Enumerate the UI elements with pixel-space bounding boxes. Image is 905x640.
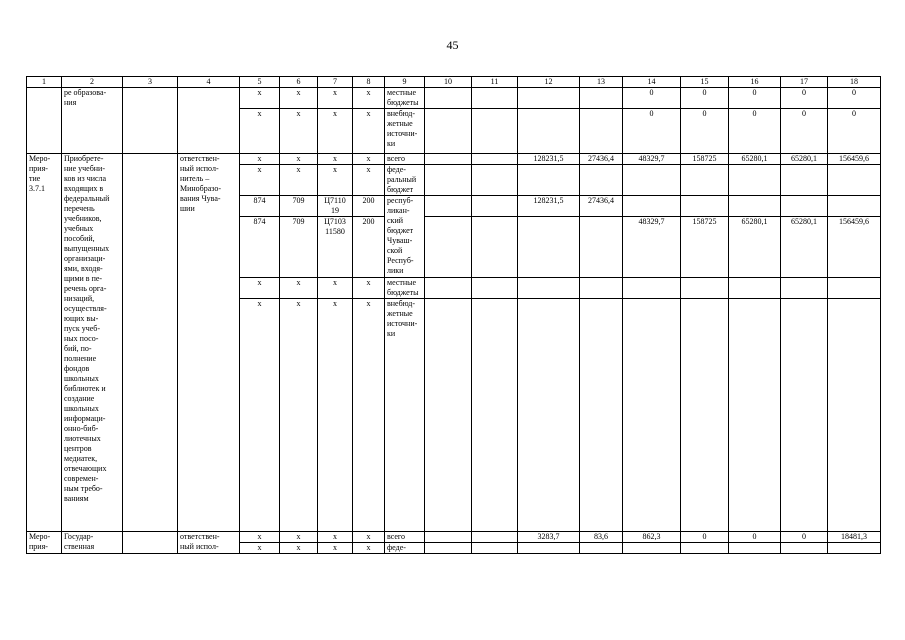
- value-cell: [828, 196, 881, 217]
- empty-cell: [472, 532, 518, 543]
- value-cell: 158725: [681, 217, 729, 278]
- code-cell: x: [240, 165, 280, 196]
- code-cell: 874: [240, 196, 280, 217]
- empty-cell: [472, 543, 518, 554]
- code-cell: x: [240, 543, 280, 554]
- value-cell: 27436,4: [580, 196, 623, 217]
- value-cell: 18481,3: [828, 532, 881, 543]
- code-cell: x: [280, 154, 318, 165]
- empty-cell: [472, 165, 518, 196]
- value-cell: [623, 299, 681, 532]
- column-number-header: 6: [280, 77, 318, 88]
- value-cell: [781, 299, 828, 532]
- event-description-cell: Приобрете- ние учебни- ков из числа входящих в федеральный перечень учебников, учебных пособий, выпущенных организаци- ями, входя- щими в пе- речень орга- низаций, осуществля- ющих вы- пуск учеб- ных посо- бий, по- полнение фондов школьных библиотек и создание школьных информаци- онно-биб- лиотечных центров медиатек, отвечающих современ- ным требо- ваниям: [62, 154, 123, 532]
- value-cell: [828, 278, 881, 299]
- code-cell: x: [240, 154, 280, 165]
- value-cell: 0: [781, 109, 828, 154]
- column-number-header: 3: [123, 77, 178, 88]
- funding-source-cell: местные бюджеты: [385, 88, 425, 109]
- code-cell: x: [353, 165, 385, 196]
- code-cell: x: [280, 88, 318, 109]
- code-cell: x: [353, 109, 385, 154]
- code-cell: x: [280, 299, 318, 532]
- column-number-header: 13: [580, 77, 623, 88]
- value-cell: 0: [828, 109, 881, 154]
- empty-cell: [27, 88, 62, 154]
- value-cell: 0: [623, 109, 681, 154]
- header-row: [27, 77, 881, 88]
- empty-cell: [123, 532, 178, 554]
- column-number-header: 8: [353, 77, 385, 88]
- value-cell: [623, 543, 681, 554]
- value-cell: [729, 299, 781, 532]
- empty-cell: [472, 278, 518, 299]
- value-cell: 0: [681, 88, 729, 109]
- code-cell: 874: [240, 217, 280, 278]
- empty-cell: [425, 196, 472, 217]
- empty-cell: [425, 278, 472, 299]
- code-cell: x: [240, 88, 280, 109]
- value-cell: [623, 165, 681, 196]
- budget-table: [26, 76, 881, 554]
- funding-source-cell: феде-: [385, 543, 425, 554]
- page-number: 45: [446, 38, 459, 52]
- code-cell: x: [353, 299, 385, 532]
- column-number-header: 16: [729, 77, 781, 88]
- empty-cell: [472, 88, 518, 109]
- column-number-header: 9: [385, 77, 425, 88]
- code-cell: x: [240, 299, 280, 532]
- code-cell: x: [280, 278, 318, 299]
- value-cell: [681, 196, 729, 217]
- value-cell: 65280,1: [729, 154, 781, 165]
- value-cell: [781, 165, 828, 196]
- value-cell: [781, 196, 828, 217]
- value-cell: 48329,7: [623, 217, 681, 278]
- empty-cell: [425, 109, 472, 154]
- value-cell: 862,3: [623, 532, 681, 543]
- value-cell: [580, 543, 623, 554]
- value-cell: 0: [781, 532, 828, 543]
- value-cell: [729, 165, 781, 196]
- value-cell: 27436,4: [580, 154, 623, 165]
- code-cell: x: [318, 109, 353, 154]
- value-cell: [580, 109, 623, 154]
- value-cell: [623, 278, 681, 299]
- value-cell: [518, 278, 580, 299]
- value-cell: [681, 543, 729, 554]
- code-cell: Ц7103 11580: [318, 217, 353, 278]
- funding-source-cell: внебюд- жетные источни- ки: [385, 299, 425, 532]
- code-cell: x: [318, 165, 353, 196]
- value-cell: [681, 165, 729, 196]
- value-cell: 0: [729, 532, 781, 543]
- value-cell: 0: [681, 532, 729, 543]
- value-cell: 156459,6: [828, 217, 881, 278]
- value-cell: 0: [681, 109, 729, 154]
- empty-cell: [472, 299, 518, 532]
- empty-cell: [425, 217, 472, 278]
- value-cell: [580, 299, 623, 532]
- empty-cell: [425, 532, 472, 543]
- column-number-header: 4: [178, 77, 240, 88]
- value-cell: 128231,5: [518, 196, 580, 217]
- funding-source-cell: местные бюджеты: [385, 278, 425, 299]
- value-cell: [518, 165, 580, 196]
- value-cell: 0: [828, 88, 881, 109]
- code-cell: 709: [280, 217, 318, 278]
- empty-cell: [425, 88, 472, 109]
- funding-source-cell: всего: [385, 154, 425, 165]
- value-cell: 158725: [681, 154, 729, 165]
- code-cell: x: [318, 278, 353, 299]
- event-number-cell: Меро- прия- тие 3.7.1: [27, 154, 62, 532]
- empty-cell: [472, 154, 518, 165]
- value-cell: [518, 299, 580, 532]
- empty-cell: [472, 109, 518, 154]
- value-cell: [729, 196, 781, 217]
- value-cell: 0: [623, 88, 681, 109]
- value-cell: [518, 88, 580, 109]
- code-cell: x: [280, 532, 318, 543]
- code-cell: x: [318, 532, 353, 543]
- table-row: [27, 532, 881, 543]
- value-cell: [623, 196, 681, 217]
- empty-cell: [472, 196, 518, 217]
- empty-cell: [425, 165, 472, 196]
- value-cell: [580, 217, 623, 278]
- code-cell: x: [353, 154, 385, 165]
- value-cell: 65280,1: [781, 217, 828, 278]
- empty-cell: [425, 154, 472, 165]
- value-cell: [518, 543, 580, 554]
- column-number-header: 7: [318, 77, 353, 88]
- table-row: [27, 154, 881, 165]
- value-cell: 48329,7: [623, 154, 681, 165]
- column-number-header: 17: [781, 77, 828, 88]
- funding-source-cell: всего: [385, 532, 425, 543]
- column-number-header: 15: [681, 77, 729, 88]
- column-number-header: 2: [62, 77, 123, 88]
- code-cell: 200: [353, 196, 385, 217]
- code-cell: x: [280, 165, 318, 196]
- column-number-header: 11: [472, 77, 518, 88]
- value-cell: 156459,6: [828, 154, 881, 165]
- code-cell: x: [318, 299, 353, 532]
- funding-source-cell: феде- ральный бюджет: [385, 165, 425, 196]
- value-cell: 3283,7: [518, 532, 580, 543]
- value-cell: 65280,1: [781, 154, 828, 165]
- empty-cell: [472, 217, 518, 278]
- value-cell: [681, 278, 729, 299]
- column-number-header: 1: [27, 77, 62, 88]
- value-cell: 128231,5: [518, 154, 580, 165]
- value-cell: [580, 165, 623, 196]
- empty-cell: [123, 154, 178, 532]
- code-cell: x: [353, 278, 385, 299]
- table-row: [27, 88, 881, 109]
- code-cell: x: [318, 543, 353, 554]
- value-cell: [518, 217, 580, 278]
- value-cell: [580, 278, 623, 299]
- column-number-header: 10: [425, 77, 472, 88]
- value-cell: [828, 543, 881, 554]
- funding-source-cell: внебюд- жетные источни- ки: [385, 109, 425, 154]
- responsible-executor-cell: ответствен- ный испол-: [178, 532, 240, 554]
- code-cell: x: [280, 109, 318, 154]
- code-cell: 709: [280, 196, 318, 217]
- value-cell: [580, 88, 623, 109]
- code-cell: x: [240, 109, 280, 154]
- code-cell: x: [318, 154, 353, 165]
- code-cell: x: [318, 88, 353, 109]
- code-cell: 200: [353, 217, 385, 278]
- code-cell: x: [353, 543, 385, 554]
- event-description-cell: ре образова- ния: [62, 88, 123, 154]
- value-cell: [729, 278, 781, 299]
- empty-cell: [425, 299, 472, 532]
- code-cell: x: [353, 88, 385, 109]
- code-cell: x: [353, 532, 385, 543]
- code-cell: x: [240, 532, 280, 543]
- value-cell: 0: [781, 88, 828, 109]
- value-cell: 0: [729, 109, 781, 154]
- value-cell: [828, 165, 881, 196]
- column-number-header: 5: [240, 77, 280, 88]
- value-cell: [518, 109, 580, 154]
- value-cell: [781, 543, 828, 554]
- empty-cell: [178, 88, 240, 154]
- event-number-cell: Меро- прия-: [27, 532, 62, 554]
- column-number-header: 14: [623, 77, 681, 88]
- code-cell: x: [240, 278, 280, 299]
- empty-cell: [123, 88, 178, 154]
- responsible-executor-cell: ответствен- ный испол- нитель – Минобразо- вания Чува- шии: [178, 154, 240, 532]
- value-cell: 83,6: [580, 532, 623, 543]
- code-cell: Ц7110 19: [318, 196, 353, 217]
- value-cell: 65280,1: [729, 217, 781, 278]
- value-cell: [681, 299, 729, 532]
- value-cell: [729, 543, 781, 554]
- column-number-header: 18: [828, 77, 881, 88]
- funding-source-cell: респуб- ликан- ский бюджет Чуваш- ской Респуб- лики: [385, 196, 425, 278]
- value-cell: [781, 278, 828, 299]
- code-cell: x: [280, 543, 318, 554]
- value-cell: [828, 299, 881, 532]
- event-description-cell: Государ- ственная: [62, 532, 123, 554]
- empty-cell: [425, 543, 472, 554]
- column-number-header: 12: [518, 77, 580, 88]
- value-cell: 0: [729, 88, 781, 109]
